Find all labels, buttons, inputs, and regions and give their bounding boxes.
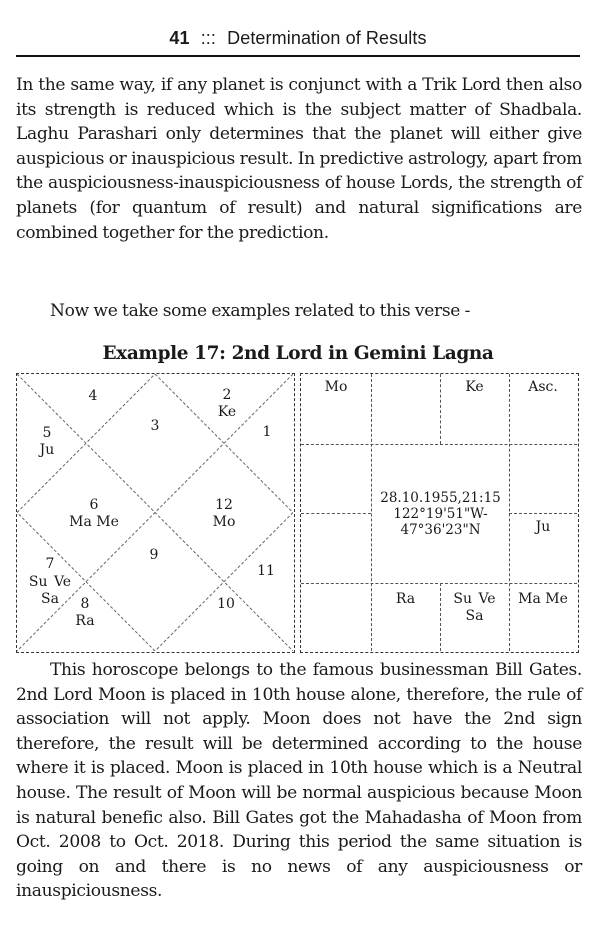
cell-libra: Su Ve Sa (453, 591, 496, 624)
running-head (16, 28, 580, 49)
intro-paragraph: In the same way, if any planet is conjunct with a Trik Lord then also its strength is reduced which is the subject matter of Shadbala. Laghu Parashari only determines that the planet will either give auspicious or inauspicious result. In predictive astrology, apart from the auspiciousness-inauspiciousness of house Lords, the strength of planets (for quantum of result) and natural significations are combined together for the prediction. (16, 75, 582, 243)
example-title: Example 17: 2nd Lord in Gemini Lagna (102, 343, 494, 364)
house-8 (75, 596, 94, 630)
house-sign: 5 (42, 425, 52, 441)
chart-center-info (371, 444, 510, 583)
house-12 (213, 497, 236, 531)
chart-diagonals (17, 374, 293, 651)
house-sign: 6 (89, 497, 99, 513)
house-sign: 12 (215, 497, 233, 513)
north-indian-chart (16, 373, 295, 653)
house-planets: Ma Me (69, 514, 119, 530)
header-rule (16, 55, 580, 57)
cell-sagittarius (301, 583, 371, 651)
cell-scorpio: Ra (395, 591, 416, 607)
header-separator: ::: (200, 28, 217, 48)
house-2 (218, 387, 236, 421)
house-planets: Ju (39, 442, 55, 458)
south-indian-chart (300, 373, 579, 653)
cell-capricorn (301, 513, 371, 583)
house-planets: Su Ve Sa (28, 573, 72, 607)
house-planets: Ra (75, 613, 95, 629)
house-sign: 7 (45, 556, 55, 572)
cell-cancer (509, 444, 577, 513)
house-10 (217, 596, 235, 613)
cell-aries (371, 374, 440, 444)
house-sign: 8 (80, 596, 90, 612)
cell-leo: Ju (535, 519, 551, 535)
chapter-title: Determination of Results (227, 28, 427, 48)
birth-datetime: 28.10.1955,21:15 (380, 489, 501, 506)
house-6 (69, 497, 119, 531)
house-9 (150, 547, 159, 564)
house-sign: 3 (150, 418, 160, 434)
house-5 (40, 425, 55, 459)
house-sign: 11 (257, 563, 275, 579)
house-sign: 9 (149, 547, 159, 563)
cell-pisces: Mo (324, 379, 348, 395)
cell-gemini-ascendant: Asc. (528, 379, 558, 395)
birth-latitude: 47°36'23"N (400, 521, 481, 538)
house-sign: 2 (222, 387, 232, 403)
house-sign: 1 (262, 424, 272, 440)
page-number: 41 (169, 28, 190, 48)
cell-virgo: Ma Me (518, 591, 568, 607)
house-7 (26, 556, 74, 609)
house-sign: 10 (217, 596, 235, 612)
house-planets: Ke (217, 404, 237, 420)
house-1 (263, 424, 272, 441)
house-sign: 4 (88, 388, 98, 404)
house-3 (151, 418, 160, 435)
birth-longitude: 122°19'51"W- (393, 505, 488, 522)
cell-aquarius (301, 444, 371, 513)
house-11 (257, 563, 275, 580)
cell-taurus: Ke (465, 379, 484, 395)
house-4 (89, 388, 98, 405)
analysis-paragraph: This horoscope belongs to the famous businessman Bill Gates. 2nd Lord Moon is placed in 10th house alone, therefore, the rule of association will not apply. Moon does not have the 2nd sign therefore, the result will be determined according to the house where it is placed. Moon is placed in 10th house which is a Neutral house. The result of Moon will be normal auspicious because Moon is natural benefic also. Bill Gates got the Mahadasha of Moon from Oct. 2008 to Oct. 2018. During this period the same situation is going on and there is no news of any auspiciousness or inauspiciousness. (16, 660, 582, 902)
lead-in-paragraph: Now we take some examples related to this verse - (50, 301, 471, 321)
house-planets: Mo (212, 514, 236, 530)
